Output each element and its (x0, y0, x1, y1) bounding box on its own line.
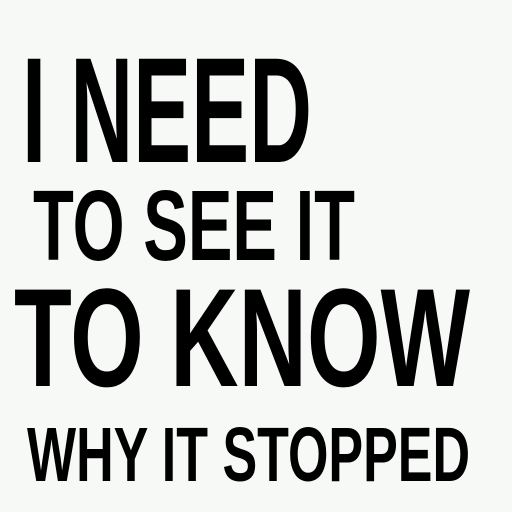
quote-line-4: WHY IT STOPPED (27, 412, 470, 498)
quote-line-2: TO SEE IT (33, 170, 355, 282)
quote-line-1: I NEED (22, 26, 312, 194)
quote-line-3: TO KNOW (14, 259, 470, 416)
